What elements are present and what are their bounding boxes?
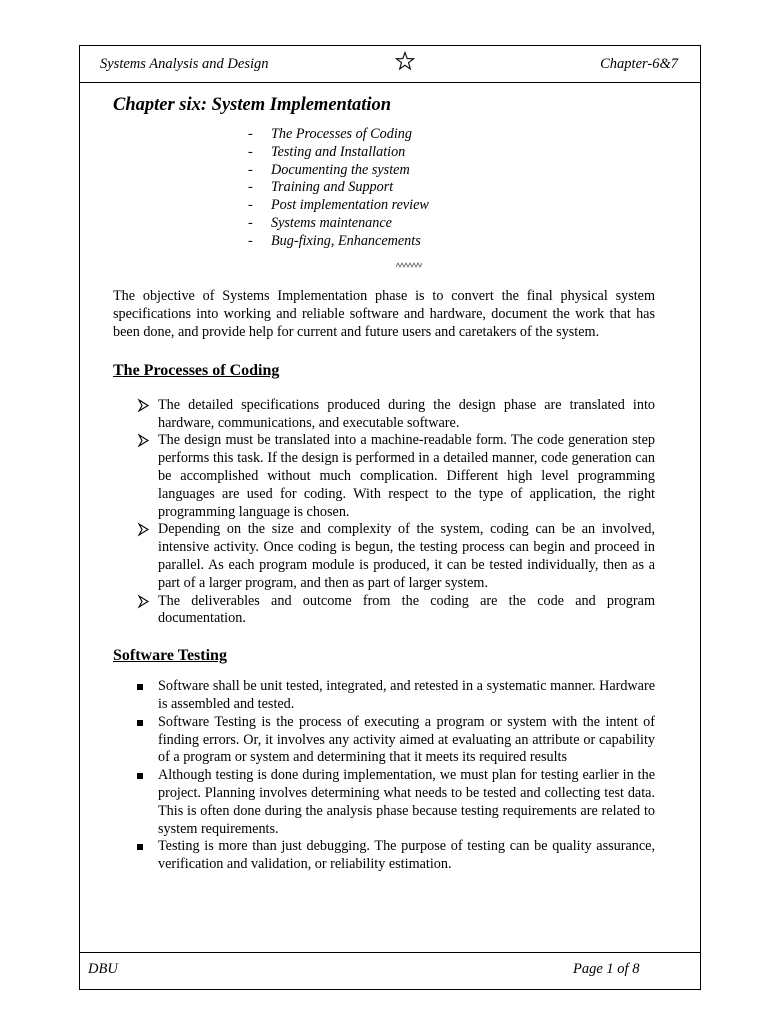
square-bullet-icon — [137, 684, 143, 690]
list-item: Depending on the size and complexity of the system, coding can be an involved, intensive activity. Once coding is begun, the testing process can begin and proceed in parallel. As each program module is produced, it can be tested individually, then as a part of a larger program, and then as part of larger system. — [158, 521, 655, 592]
page-header — [80, 46, 700, 83]
list-item: The deliverables and outcome from the coding are the code and program documentation. — [158, 593, 655, 629]
arrow-bullet-icon — [137, 397, 151, 414]
zigzag-divider — [396, 261, 422, 269]
section-title-testing: Software Testing — [113, 647, 227, 665]
header-course-title: Systems Analysis and Design — [100, 56, 269, 72]
square-bullet-icon — [137, 844, 143, 850]
topic-item: - The Processes of Coding — [248, 126, 412, 142]
intro-paragraph: The objective of Systems Implementation phase is to convert the final physical system specifications into working and reliable software and hardware, document the work that has been done, and provide help for current and future users and caretakers of the system. — [113, 288, 655, 340]
testing-bullet-list — [158, 678, 655, 874]
list-item: The detailed specifications produced during the design phase are translated into hardware, communications, and executable software. — [158, 397, 655, 433]
star-outline-icon — [395, 51, 415, 71]
arrow-bullet-icon — [137, 521, 151, 538]
square-bullet-icon — [137, 720, 143, 726]
list-item: Software shall be unit tested, integrated, and retested in a systematic manner. Hardware is assembled and tested. — [158, 678, 655, 714]
list-item: Software Testing is the process of executing a program or system with the intent of finding errors. Or, it involves any activity aimed at evaluating an attribute or capability of a program or system and determining that it meets its required results — [158, 714, 655, 767]
topic-item: - Training and Support — [248, 179, 394, 196]
chapter-title: Chapter six: System Implementation — [113, 95, 392, 115]
coding-bullet-list — [158, 397, 655, 628]
topic-item: - Post implementation review — [248, 197, 429, 214]
footer-page-number: Page 1 of 8 — [573, 961, 640, 977]
arrow-bullet-icon — [137, 432, 151, 449]
footer-org: DBU — [88, 961, 118, 977]
chapter-topic-list — [248, 126, 655, 251]
section-title-coding: The Processes of Coding — [113, 361, 280, 379]
list-item: Although testing is done during implementation, we must plan for testing earlier in the project. Planning involves determining what needs to be tested and collecting test data. This is often done during the analysis phase because testing requirements are related to system requirements. — [158, 767, 655, 838]
page-footer — [80, 952, 700, 989]
topic-item: - Bug-fixing, Enhancements — [248, 232, 421, 249]
list-item: The design must be translated into a machine-readable form. The code generation step performs this task. If the design is performed in a detailed manner, code generation can be accomplished without much complication. Different high level programming languages are used for coding. With respect to the type of application, the right programming language is chosen. — [158, 432, 655, 521]
topic-item: - Testing and Installation — [248, 143, 406, 160]
list-item: Testing is more than just debugging. The purpose of testing can be quality assurance, verification and validation, or reliability estimation. — [158, 838, 655, 874]
topic-item: - Documenting the system — [248, 161, 410, 178]
square-bullet-icon — [137, 773, 143, 779]
header-chapter-label: Chapter-6&7 — [600, 56, 678, 72]
page-content — [113, 93, 655, 874]
topic-item: - Systems maintenance — [248, 214, 392, 231]
arrow-bullet-icon — [137, 593, 151, 610]
